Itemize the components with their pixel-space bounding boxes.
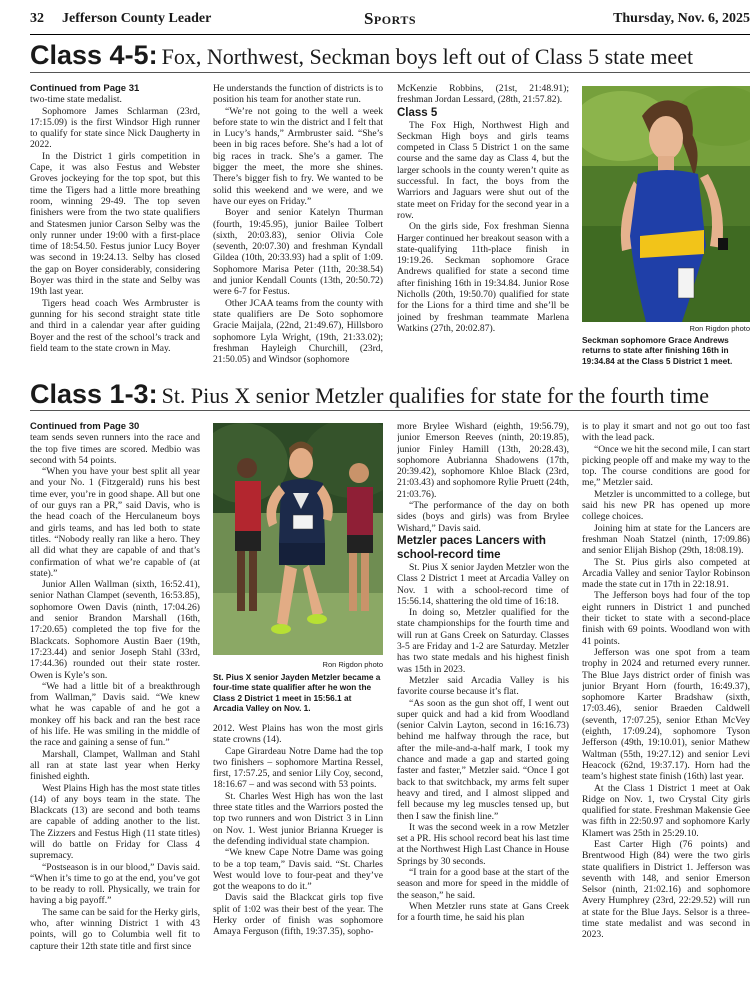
photo-caption: Seckman sophomore Grace Andrews returns to state after finishing 16th in 19:34.84 at the Class 5 District 1 meet. [582,335,733,366]
paragraph: “When you have your best split all year and your No. 1 (Fitzgerald) runs his best time ever, you’re in good shape. All but one of our guys ran a PR,” said Davis, who is the head coach of the Herculaneum boys and girls teams, and has led both to state titles. “Nobody really ran like a hero. They all did what they are capable of and that’s confirmation of what we’re capable of (at state).” [30,466,200,579]
paragraph: “The performance of the day on both sides (boys and girls) was from Brylee Wishard,” Davis said. [397,500,569,534]
paragraph: team sends seven runners into the race and the top five times are scored. Medbio was second with 54 points. [30,432,200,466]
runner-photo-image [582,86,750,322]
paragraph: McKenzie Robbins, (21st, 21:48.91); freshman Jordan Lessard, (28th, 21:57.82). [397,83,569,106]
paragraph: “We knew Cape Notre Dame was going to be a top team,” Davis said. “St. Charles West would love to four-peat and they’ve got the weapons to do it.” [213,847,383,893]
paragraph: “We’re not going to the well a week before state to win the district and I felt that in Lucy’s hands,” Armbruster said. “She’s been in big races before. She’s had a lot of big races in track. She’s a gamer. The bigger the meet, the more she shines. There’s bigger fish to fry. We wanted to be solid this weekend and we were, and we have our eyes on Friday.” [213,105,383,207]
paragraph: Jefferson was one spot from a team trophy in 2024 and returned every runner. The Blue Jays district order of finish was junior Bryant Horn (fourth, 16:49.37), sophomore Karter Bradshaw (sixth, 17:03.46), senior Braeden Caldwell (seventh, 17:07.25), senior Ethan McVey (eighth, 17:09.24), sophomore Tyson Jefferson (49th, 19:10.01), senior Mathew Waltman (55th, 19:27.12) and senior Levi Heacock (62nd, 19:37.17). Horn had the team’s highest state finish (16th) last year. [582,646,750,783]
paragraph: At the Class 1 District 1 meet at Oak Ridge on Nov. 1, two Crystal City girls qualified for state. Freshman Makensie Gee was fifth in 22:50.97 and sophomore Karly Klamert was 25th in 25:29.10. [582,782,750,839]
runners-photo-image [213,423,383,655]
paragraph: Joining him at state for the Lancers are freshman Noah Statzel (ninth, 17:09.86) and senior Elijah Bishop (29th, 18:08.19). [582,522,750,557]
story2-rule [30,410,750,411]
paragraph: The Fox High, Northwest High and Seckman High boys and girls teams competed in Class 5 District 1 on the same course and the same day as Class 4, but the larger schools in the county weren’t quite as successful. In fact, the boys from the Warriors and Jaguars were shut out of the state meet on Friday for the second year in a row. [397,119,569,221]
paragraph: Metzler said Arcadia Valley is his favorite course because it’s flat. [397,674,569,698]
subheading: Class 5 [397,106,438,119]
paragraph: Tigers head coach Wes Armbruster is gunning for his second straight state title and third in a calendar year after guiding Boyer and the rest of the school’s track and field team to the state crown in May. [30,297,200,354]
paragraph: 2012. West Plains has won the most girls state crowns (14). [213,723,383,746]
paragraph: Boyer and senior Katelyn Thurman (fourth, 19:45.95), junior Bailee Tolbert (sixth, 20:03.83), senior Olivia Cole (seventh, 20:07.30) and freshman Kyndall Gildea (10th, 20:33.93) had a split of 1:09. Sophomore Marisa Peter (11th, 20:38.54) and junior Kendall Counts (13th, 20:50.72) were 6-7 for Festus. [213,207,383,298]
paper-name: Jefferson County Leader [62,11,212,26]
photo-grace-andrews [582,86,750,322]
paragraph: West Plains High has the most state titles (14) of any boys team in the state. The Blackcats (13) are second and both teams are capable of adding another to the list. The Zizzers and Festus High (11 state titles) will do battle on Friday for Class 4 supremacy. [30,782,200,862]
story1-column-2 [213,83,383,373]
paragraph: “We had a little bit of a breakthrough from Wallman,” Davis said. “We knew what he was capable of and he got a monkey off his back and ran the best race of his life. He was smiling in the middle of the race and gaining a sense of fun.” [30,680,200,749]
page-number: 32 [30,11,44,26]
paragraph: Davis said the Blackcat girls top five split of 1:02 was their best of the year. The Herky order of finish was sophomore Amaya Ferguson (fifth, 19:37.35), sopho- [213,892,383,938]
paragraph: St. Pius X senior Jayden Metzler won the Class 2 District 1 meet at Arcadia Valley on Nov. 1 with a school-record time of 15:56.14, shattering the old time of 16:18. [397,561,569,607]
paragraph: St. Charles West High has won the last three state titles and the Warriors posted the top two runners and won District 3 in Linn on Nov. 1. West junior Brianna Krueger is the defending individual state champion. [213,790,383,847]
paragraph: The Jefferson boys had four of the top eight runners in District 1 and punched their ticket to state with a second-place finish with 69 points. Woodland won with 41 points. [582,590,750,647]
paragraph: East Carter High (76 points) and Brentwood High (84) were the two girls state qualifiers in District 1. Jefferson was seventh with 148, and senior Emerson Selsor (ninth, 21:02.16) and sophomore Avery Humphrey (23rd, 22:29.52) will run at state for the Blue Jays. Selsor is a three-time state medalist and was second in 2023. [582,838,750,941]
story2-column-3 [397,421,569,977]
issue-date: Thursday, Nov. 6, 2025 [613,11,750,26]
photo-credit-2: Ron Rigdon photo [322,660,383,669]
photo-caption-2: St. Pius X senior Jayden Metzler became a four-time state qualifier after he won the Class 2 District 1 meet in 15:56.1 at Arcadia Valley on Nov. 1. [213,672,381,713]
paragraph: “Once we hit the second mile, I can start picking people off and make my way to the top. The course conditions are good for me,” Metzler said. [582,443,750,489]
masthead [30,6,750,35]
story2-headline-rest: St. Pius X senior Metzler qualifies for state for the fourth time [161,383,710,408]
paragraph: more Brylee Wishard (eighth, 19:56.79), junior Emerson Reeves (ninth, 20:19.85), junior Finley Hamill (13th, 20:28.43), sophomore Aubrianna Shadowens (17th, 20:39.42), sophomore Khloe Black (23rd, 21:03.43) and sophomore Rylie Pruett (24th, 21:03.76). [397,421,569,500]
paragraph: “As soon as the gun shot off, I went out super quick and had a kid from Woodland (senior Calvin Layton, second in 16:16.73) behind me halfway through the race, but after the mile-and-a-half mark, I took my chance and made a gap and started going faster and faster,” Metzler said. “Once I got back to that switchback, my arms felt super heavy and tired, and I almost slipped and fell because my leg muscles tensed up, but then I saw the finish line.” [397,697,569,822]
paragraph: Metzler is uncommitted to a college, but said his new PR has opened up more college choices. [582,488,750,523]
paragraph: Junior Allen Wallman (sixth, 16:52.41), senior Nathan Clampet (seventh, 16:53.85), sophomore Owen Davis (ninth, 17:04.26) and senior Brandon Marshall (16th, 17:20.65) completed the top five for the Blackcats. Sophomore Austin Baer (19th, 17:23.44) and senior Joseph Stahl (33rd, 17:44.36) rounded out their state roster. Owen is Kyle’s son. [30,579,200,681]
story1-rule [30,72,750,73]
story1-column-3 [397,83,569,373]
paragraph: In the District 1 girls competition in Cape, it was also Festus and Webster Groves jockeying for the top spot, but this time the Tigers had a little more breathing room, winning 29-49. The top seven finishers were from the two state qualifiers and Statesmen junior Carson Selby was the only runner under 19:00 with a first-place time of 18:54.50. Festus junior Lucy Boyer was second in 19:24.13. Selby has closed the gap on Boyer considerably, considering Boyer was third in the state and Selby was 19th last year. [30,150,200,298]
paragraph: Sophomore James Schlarman (23rd, 17:15.09) is the first Windsor High runner to qualify for state since Nick Daugherty in 2022. [30,105,200,151]
story2-column-4 [582,421,750,977]
story2-column-2 [213,723,383,977]
paragraph: two-time state medalist. [30,94,122,106]
paragraph: Marshall, Clampet, Wallman and Stahl all ran at state last year when Herky finished eighth. [30,748,200,783]
story2-column-1 [30,421,200,977]
paragraph: On the girls side, Fox freshman Sienna Harger continued her breakout season with a state-qualifying 11th-place finish in 19:19.26. Seckman sophomore Grace Andrews qualified for state a second time after finishing 16th in 19:34.84. Junior Rose Nicholls (20th, 19:50.70) qualified for state for the Lions for a third time and she’ll be joined by freshman teammate Marlena Watkins (27th, 20:02.87). [397,221,569,334]
subheading: Metzler paces Lancers with school-record time [397,534,546,561]
paragraph: It was the second week in a row Metzler set a PR. His school record beat his last time at the Northwest High Last Chance in House Springs by 30 seconds. [397,821,569,867]
story1-continued: Continued from Page 31 [30,83,140,94]
story2-headline [30,379,750,410]
story2-headline-lead: Class 1-3: [30,379,158,409]
story1-headline-lead: Class 4-5: [30,40,158,70]
story2-continued: Continued from Page 30 [30,421,140,432]
story1-headline [30,40,750,71]
paragraph: Other JCAA teams from the county with state qualifiers are De Soto sophomore Gracie Maijala, (22nd, 21:49.67), Hillsboro sophomore Lyla Wright, (19th, 21:33.02); freshman Hayleigh Churchill, (23rd, 21:50.05) and Windsor (sophomore [213,297,383,366]
paragraph: “Postseason is in our blood,” Davis said. “When it’s time to go at the end, you’ve got to be ready to roll. Physically, we train for having a big payoff.” [30,861,200,907]
section-name: Sports [363,9,417,28]
photo-credit: Ron Rigdon photo [689,324,750,333]
paragraph: He understands the function of districts is to position his team for another state run. [213,83,383,106]
story1-headline-rest: Fox, Northwest, Seckman boys left out of Class 5 state meet [161,44,694,69]
paragraph: “I train for a good base at the start of the season and more for speed in the middle of the season,” he said. [397,866,569,901]
paragraph: is to play it smart and not go out too fast with the lead pack. [582,421,750,444]
paragraph: In doing so, Metzler qualified for the state championships for the fourth time and will run at Gans Creek on Saturday. Classes 3-5 are Friday and 1-2 are Saturday. Metzler has two state medals and his highest finish was 15th in 2023. [397,607,569,675]
paragraph: The same can be said for the Herky girls, who, after winning District 1 with 43 points, will go to Columbia well fit to capture their 12th state title and first since [30,906,200,952]
paragraph: Cape Girardeau Notre Dame had the top two finishers – sophomore Martina Ressel, first, 17:57.25, and senior Lily Coy, second, 18:16.67 – and was second with 53 points. [213,745,383,791]
paragraph: When Metzler runs state at Gans Creek for a fourth time, he said his plan [397,900,569,924]
story1-column-1 [30,83,200,373]
paragraph: The St. Pius girls also competed at Arcadia Valley and senior Taylor Robinson made the state cut in 17th in 22:18.91. [582,556,750,591]
photo-jayden-metzler [213,423,383,655]
